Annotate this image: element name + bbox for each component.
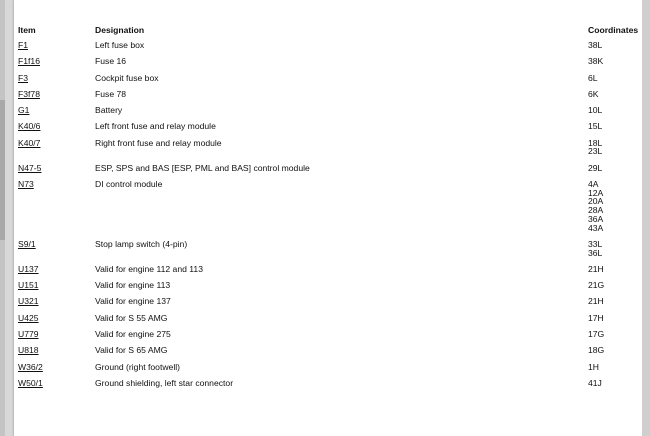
designation-cell: Valid for engine 275 xyxy=(95,329,171,340)
coordinates-cell xyxy=(588,57,642,73)
item-cell xyxy=(18,379,95,395)
item-link[interactable]: N73 xyxy=(18,179,34,190)
designation-cell: Cockpit fuse box xyxy=(95,72,159,83)
item-cell xyxy=(18,74,95,90)
coordinates-cell xyxy=(588,240,642,265)
designation-cell: Battery xyxy=(95,105,123,116)
table-row xyxy=(18,57,642,73)
item-link[interactable]: F1f16 xyxy=(18,56,40,67)
coordinate-value: 28A xyxy=(588,205,604,216)
right-window-edge xyxy=(642,0,650,436)
coordinate-value: 23L xyxy=(588,146,603,157)
table-row xyxy=(18,139,642,164)
item-cell xyxy=(18,297,95,313)
coordinates-cell xyxy=(588,363,642,379)
coordinate-value: 33L xyxy=(588,238,603,249)
table-row xyxy=(18,106,642,122)
item-column-header: Item xyxy=(18,25,36,35)
designation-cell: Left front fuse and relay module xyxy=(95,121,216,132)
coordinate-value: 17H xyxy=(588,312,604,323)
item-cell xyxy=(18,164,95,180)
coordinates-cell xyxy=(588,297,642,313)
table-row xyxy=(18,90,642,106)
coordinate-value: 18L xyxy=(588,137,603,148)
item-link[interactable]: U137 xyxy=(18,263,39,274)
table-row xyxy=(18,180,642,240)
coordinate-value: 6K xyxy=(588,88,599,99)
item-cell xyxy=(18,41,95,57)
designation-cell: Fuse 78 xyxy=(95,88,127,99)
coordinate-value: 41J xyxy=(588,377,602,388)
table-row xyxy=(18,164,642,180)
item-cell xyxy=(18,57,95,73)
coordinate-value: 15L xyxy=(588,121,603,132)
item-cell xyxy=(18,330,95,346)
designation-cell: Valid for S 65 AMG xyxy=(95,345,168,356)
coordinate-value: 21H xyxy=(588,296,604,307)
coordinates-cell xyxy=(588,330,642,346)
item-link[interactable]: F3f78 xyxy=(18,88,40,99)
coordinate-value: 17G xyxy=(588,329,605,340)
item-link[interactable]: K40/7 xyxy=(18,137,41,148)
item-cell xyxy=(18,281,95,297)
item-cell xyxy=(18,314,95,330)
coordinate-value: 12A xyxy=(588,187,604,198)
item-link[interactable]: F3 xyxy=(18,72,29,83)
item-cell xyxy=(18,265,95,281)
coordinate-value: 20A xyxy=(588,196,604,207)
coordinates-cell xyxy=(588,74,642,90)
item-link[interactable]: S9/1 xyxy=(18,238,36,249)
table-header-row xyxy=(18,25,642,41)
coordinate-value: 38L xyxy=(588,40,603,50)
coordinate-value: 36A xyxy=(588,213,604,224)
item-cell xyxy=(18,180,95,240)
table-row xyxy=(18,41,642,57)
table-row xyxy=(18,265,642,281)
table-row xyxy=(18,379,642,395)
item-cell xyxy=(18,122,95,138)
coordinates-cell xyxy=(588,122,642,138)
coordinate-value: 43A xyxy=(588,222,604,233)
item-cell xyxy=(18,363,95,379)
item-link[interactable]: W50/1 xyxy=(18,377,43,388)
item-link[interactable]: F1 xyxy=(18,40,29,50)
item-link[interactable]: U779 xyxy=(18,329,39,340)
coordinate-value: 29L xyxy=(588,162,603,173)
coordinates-column-header: Coordinates xyxy=(588,25,639,35)
item-link[interactable]: U321 xyxy=(18,296,39,307)
designation-cell: Stop lamp switch (4-pin) xyxy=(95,238,188,249)
item-cell xyxy=(18,240,95,265)
designation-cell: DI control module xyxy=(95,179,163,190)
item-link[interactable]: N47-5 xyxy=(18,162,42,173)
designation-cell: Ground (right footwell) xyxy=(95,361,181,372)
coordinate-value: 10L xyxy=(588,105,603,116)
item-link[interactable]: K40/6 xyxy=(18,121,41,132)
designation-cell: Valid for engine 137 xyxy=(95,296,171,307)
coordinates-cell xyxy=(588,314,642,330)
table-row xyxy=(18,314,642,330)
table-row xyxy=(18,281,642,297)
designation-cell: Right front fuse and relay module xyxy=(95,137,222,148)
designation-cell: Ground shielding, left star connector xyxy=(95,377,234,388)
coordinate-value: 36L xyxy=(588,247,603,258)
item-cell xyxy=(18,346,95,362)
table-row xyxy=(18,346,642,362)
item-link[interactable]: G1 xyxy=(18,105,30,116)
item-cell xyxy=(18,139,95,164)
coordinate-value: 18G xyxy=(588,345,605,356)
item-link[interactable]: U425 xyxy=(18,312,39,323)
scrollbar-thumb[interactable] xyxy=(0,100,5,240)
coordinates-cell xyxy=(588,281,642,297)
designation-cell: Valid for engine 113 xyxy=(95,280,171,291)
coordinates-cell xyxy=(588,90,642,106)
coordinates-cell xyxy=(588,139,642,164)
table-row xyxy=(18,240,642,265)
table-row xyxy=(18,122,642,138)
item-cell xyxy=(18,90,95,106)
designation-cell: Valid for S 55 AMG xyxy=(95,312,168,323)
coordinates-cell xyxy=(588,41,642,57)
table-row xyxy=(18,330,642,346)
designation-cell: Fuse 16 xyxy=(95,56,127,67)
document-page xyxy=(14,0,642,436)
table-row xyxy=(18,297,642,313)
coordinate-value: 21H xyxy=(588,263,604,274)
coordinate-value: 4A xyxy=(588,179,599,190)
table-row xyxy=(18,363,642,379)
coordinate-value: 21G xyxy=(588,280,605,291)
coordinates-cell xyxy=(588,106,642,122)
item-link[interactable]: W36/2 xyxy=(18,361,43,372)
coordinates-cell xyxy=(588,379,642,395)
designation-cell: Valid for engine 112 and 113 xyxy=(95,263,203,274)
item-cell xyxy=(18,106,95,122)
legend-table xyxy=(18,25,642,395)
coordinates-cell xyxy=(588,346,642,362)
designation-column-header: Designation xyxy=(95,25,145,35)
coordinate-value: 1H xyxy=(588,361,599,372)
coordinate-value: 6L xyxy=(588,72,598,83)
coordinates-cell xyxy=(588,164,642,180)
designation-cell: Left fuse box xyxy=(95,40,145,50)
coordinates-cell xyxy=(588,265,642,281)
coordinates-cell xyxy=(588,180,642,240)
table-row xyxy=(18,74,642,90)
left-scrollbar[interactable] xyxy=(0,0,5,436)
coordinate-value: 38K xyxy=(588,56,604,67)
designation-cell: ESP, SPS and BAS [ESP, PML and BAS] control module xyxy=(95,162,310,173)
item-link[interactable]: U818 xyxy=(18,345,39,356)
item-link[interactable]: U151 xyxy=(18,280,39,291)
